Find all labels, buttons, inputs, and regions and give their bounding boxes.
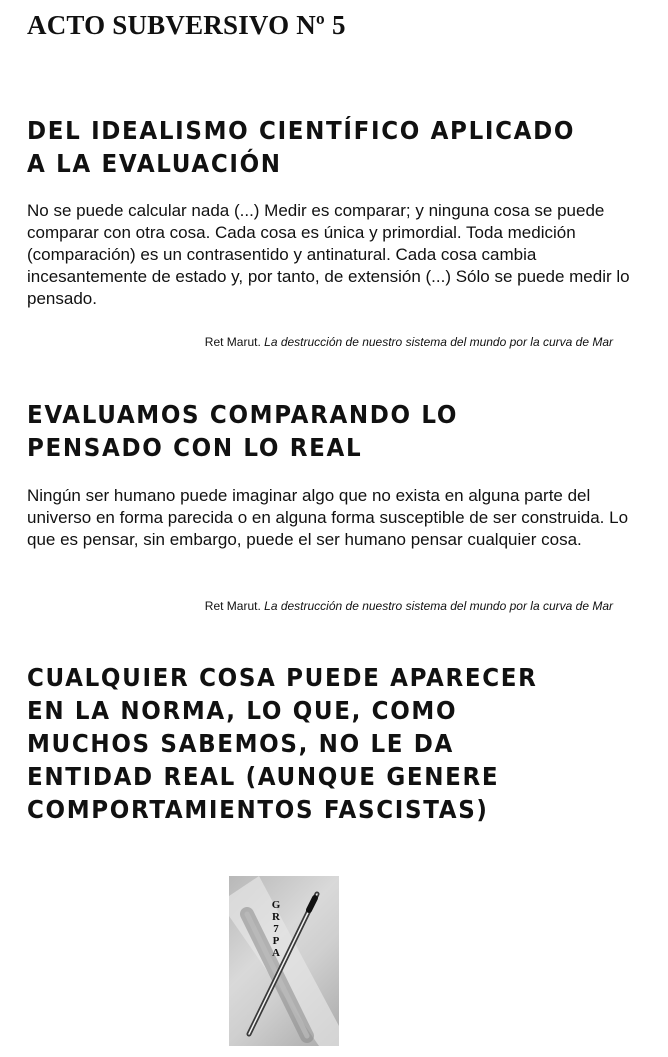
section-1-body: No se puede calcular nada (...) Medir es comparar; y ninguna cosa se puede comparar con otra cosa. Cada cosa es única y primordial. Toda medición (comparación) es un contrasentido y antinatural. Cada cosa cambia incesantemente de estado y, por tanto, de extensión (...) Sólo se puede medir lo pensado. xyxy=(27,201,630,308)
section-2-body: Ningún ser humano puede imaginar algo que no exista en alguna parte del universo en forma parecida o en alguna forma susceptible de ser construida. Lo que es pensar, sin embargo, puede el ser humano pensar cualquier cosa. xyxy=(27,486,629,549)
section-3-heading: CUALQUIER COSA PUEDE APARECER EN LA NORMA, LO QUE, COMO MUCHOS SABEMOS, NO LE DA ENTIDAD REAL (AUNQUE GENERE COMPORTAMIENTOS FASCISTAS) xyxy=(27,663,538,824)
image-letter: P xyxy=(272,935,280,947)
section-1-citation xyxy=(205,335,613,349)
section-2-heading: EVALUAMOS COMPARANDO LO PENSADO CON LO REAL xyxy=(27,400,459,462)
image-letter: G xyxy=(271,899,281,911)
image-letter: 7 xyxy=(273,923,279,935)
crossed-pens-image xyxy=(229,876,339,1046)
citation-work: La destrucción de nuestro sistema del mundo por la curva de Mar xyxy=(264,335,613,349)
citation-author: Ret Marut. xyxy=(204,599,261,613)
section-1-heading: DEL IDEALISMO CIENTÍFICO APLICADO A LA EVALUACIÓN xyxy=(27,116,576,178)
citation-work: La destrucción de nuestro sistema del mundo por la curva de Mar xyxy=(264,599,613,613)
grupa-photo xyxy=(229,876,339,1046)
section-2-citation xyxy=(205,599,613,613)
image-letter: R xyxy=(272,911,280,923)
citation-author: Ret Marut. xyxy=(204,335,261,349)
image-letter: A xyxy=(272,947,280,959)
document-title: ACTO SUBVERSIVO Nº 5 xyxy=(27,10,346,40)
